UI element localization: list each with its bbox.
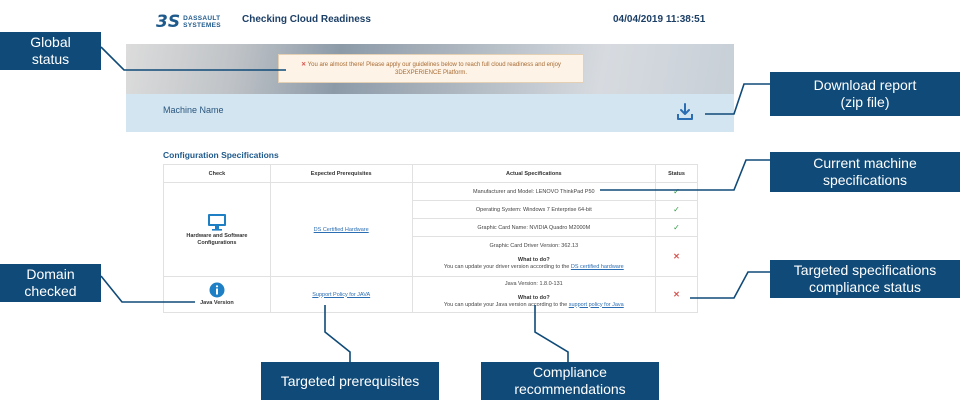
logo-text: DASSAULT SYSTEMES (183, 15, 221, 29)
ds-certified-hardware-link[interactable]: DS Certified Hardware (313, 226, 369, 233)
spec-driver: Graphic Card Driver Version: 362.13 (489, 242, 579, 249)
spec-graphic-card: Graphic Card Name: NVIDIA Quadro M2000M (412, 219, 655, 237)
alert-line1: You are almost there! Please apply our guidelines below to reach full cloud readiness and enjoy (307, 62, 561, 68)
connector-current-specs (600, 160, 770, 190)
alert-icon: ✕ (301, 62, 307, 68)
datetime: 04/04/2019 11:38:51 (613, 14, 706, 25)
connector-global-status (101, 47, 286, 70)
ds-certified-hardware-inline-link[interactable]: DS certified hardware (570, 263, 624, 270)
connector-targeted-compliance (690, 272, 770, 298)
callout-global-status: Global status (0, 32, 101, 70)
callout-targeted-compliance: Targeted specifications compliance status (770, 260, 960, 298)
col-expected: Expected Prerequisites (270, 165, 412, 183)
support-policy-java-inline-link[interactable]: support policy for Java (568, 301, 624, 308)
java-version: Java Version: 1.8.0-131 (504, 280, 563, 287)
spec-os: Operating System: Windows 7 Enterprise 64-bit (412, 201, 655, 219)
col-status: Status (656, 165, 698, 183)
page-title: Checking Cloud Readiness (242, 14, 371, 25)
status-ok-icon: ✓ (656, 219, 698, 237)
status-ok-icon: ✓ (656, 183, 698, 201)
logo-mark: 3S (156, 12, 181, 32)
callout-targeted-prerequisites: Targeted prerequisites (261, 362, 439, 400)
support-policy-java-link[interactable]: Support Policy for JAVA (312, 291, 371, 298)
machine-name: Machine Name (163, 105, 224, 115)
hw-check-name: Hardware and Software Configurations (186, 232, 248, 246)
status-fail-icon: ✕ (656, 237, 698, 277)
callout-download-report: Download report (zip file) (770, 72, 960, 116)
what-to-do-title: What to do? (517, 294, 550, 301)
callout-domain-checked: Domain checked (0, 264, 101, 302)
connector-compliance-reco (535, 305, 568, 362)
spec-manufacturer: Manufacturer and Model: LENOVO ThinkPad P50 (412, 183, 655, 201)
connector-targeted-prereq (325, 305, 350, 362)
callout-current-specs: Current machine specifications (770, 152, 960, 192)
what-to-do-title: What to do? (517, 256, 550, 263)
what-to-do-text: You can update your driver version according to the (443, 263, 570, 270)
alert-line2: 3DEXPERIENCE Platform. (394, 70, 468, 76)
what-to-do-text: You can update your Java version according to the (443, 301, 568, 308)
section-title: Configuration Specifications (163, 150, 279, 160)
col-actual: Actual Specifications (412, 165, 655, 183)
callout-compliance-recommendations: Compliance recommendations (481, 362, 659, 400)
connector-domain (101, 276, 195, 302)
col-check: Check (164, 165, 271, 183)
connector-download (705, 84, 770, 114)
status-fail-icon: ✕ (656, 277, 698, 313)
java-check-name: Java Version (200, 300, 234, 306)
status-ok-icon: ✓ (656, 201, 698, 219)
